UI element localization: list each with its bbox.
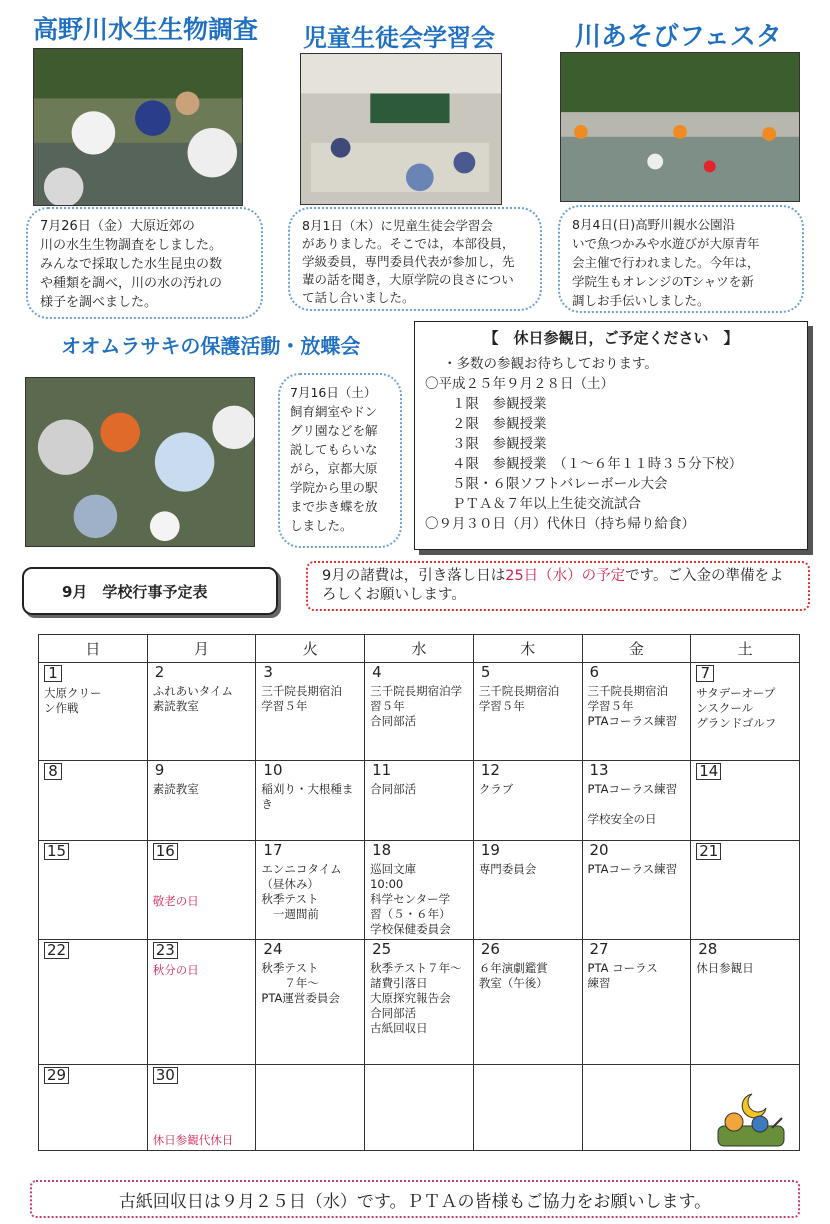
schedule-title: 9月 学校行事予定表 (22, 567, 278, 615)
text-line: 8月1日（木）に児童生徒会学習会 (302, 218, 493, 233)
day-number: 13 (589, 761, 609, 779)
day-number: 7 (696, 665, 714, 682)
day-header: 火 (256, 635, 365, 663)
survey-text (26, 207, 263, 319)
moon-mascot-illustration (712, 1088, 790, 1150)
event-line: エンニコタイム (261, 862, 342, 876)
notice-line: ２限 参観授業 (425, 416, 547, 432)
calendar-day-cell (147, 940, 256, 1065)
calendar-day-cell (256, 761, 365, 841)
event-line: クラブ (478, 782, 514, 796)
event-line: 敬老の日 (152, 894, 199, 908)
event-line: 学校安全の日 (587, 812, 657, 826)
event-line: ンスクール (696, 701, 754, 715)
text-line: 説してもらいな (290, 442, 378, 457)
event-line: 素読教室 (152, 782, 199, 796)
day-number: 25 (372, 940, 392, 958)
calendar-day-cell (473, 841, 582, 940)
calendar-day-cell (582, 1065, 691, 1151)
fees-date: 25日（水）の予定 (505, 568, 626, 584)
notice-line: ４限 参観授業 （１～６年１１時３５分下校） (425, 456, 743, 472)
event-line: 三千院長期宿泊学 (370, 684, 463, 698)
event-line: 三千院長期宿泊 (587, 684, 669, 698)
event-line: PTAコーラス練習 (587, 714, 678, 728)
day-header: 土 (691, 635, 800, 663)
day-number: 21 (696, 843, 721, 860)
text-line: 7月26日（金）大原近郊の (40, 219, 195, 234)
event-line: ン作戦 (44, 701, 79, 715)
day-header: 木 (473, 635, 582, 663)
event-line: 秋季テスト (261, 961, 319, 975)
event-line: 稲刈り・大根種ま (261, 782, 354, 796)
calendar-day-cell (365, 1065, 474, 1151)
event-line: 大原探究報告会 (370, 991, 451, 1005)
festa-text (558, 205, 804, 313)
day-header: 金 (582, 635, 691, 663)
calendar-day-cell (39, 1065, 148, 1151)
survey-title: 高野川水生生物調査 (33, 15, 259, 44)
event-line: 学習５年 (587, 699, 634, 713)
event-line: 専門委員会 (478, 862, 537, 876)
text-line: 飼育網室やドン (290, 404, 378, 419)
event-line: 10:00 (370, 877, 404, 891)
calendar-day-cell (473, 761, 582, 841)
event-line: PTAコーラス練習 (587, 782, 678, 796)
event-line: 学校保健委員会 (370, 922, 451, 936)
festa-photo (560, 52, 800, 202)
fees-notice (306, 561, 810, 611)
event-line: 教室（午後） (478, 976, 548, 990)
event-line (153, 864, 251, 879)
notice-line: 〇平成２５年９月２８日（土） (425, 376, 614, 392)
text-line: 学院生もオレンジのTシャツを新 (572, 274, 754, 289)
day-number: 2 (154, 663, 165, 681)
event-line: 合同部活 (370, 782, 417, 796)
event-line: 習５年 (370, 699, 405, 713)
event-line: 合同部活 (370, 1006, 417, 1020)
day-header: 水 (365, 635, 474, 663)
day-number: 24 (263, 940, 283, 958)
event-line: ふれあいタイム (152, 684, 233, 698)
text-line: 8月4日(日)高野川親水公園沿 (572, 217, 736, 232)
calendar-day-cell (473, 663, 582, 761)
day-number: 18 (372, 841, 392, 859)
event-line: 三千院長期宿泊 (261, 684, 342, 698)
calendar-day-cell (691, 761, 800, 841)
festa-title: 川あそびフェスタ (575, 22, 782, 52)
event-line: 合同部活 (370, 714, 417, 728)
day-number: 22 (44, 942, 69, 959)
day-number: 23 (153, 942, 178, 959)
calendar-day-cell (39, 841, 148, 940)
calendar-day-cell (691, 940, 800, 1065)
event-line (588, 797, 686, 812)
event-line: 一週間前 (261, 907, 319, 921)
event-line: 三千院長期宿泊 (478, 684, 560, 698)
notice-line: ・多数の参観お待ちしております。 (443, 356, 658, 372)
event-line: ６年演劇鑑賞 (478, 961, 548, 975)
calendar-table (38, 634, 800, 1151)
event-line: 練習 (587, 976, 611, 990)
calendar-day-cell (147, 841, 256, 940)
day-number: 16 (153, 843, 178, 860)
day-number: 11 (372, 761, 392, 779)
day-number: 10 (263, 761, 283, 779)
butterfly-title: オオムラサキの保護活動・放蝶会 (61, 334, 361, 358)
day-number: 27 (589, 940, 609, 958)
calendar-day-cell (473, 940, 582, 1065)
day-number: 8 (44, 763, 62, 780)
event-line (153, 879, 251, 894)
fees-text-end: です。ご入金の準備をよろしくお願いします。 (322, 568, 784, 603)
day-number: 5 (480, 663, 491, 681)
text-line: 様子を調べました。 (40, 295, 158, 310)
calendar-day-cell (473, 1065, 582, 1151)
text-line: 調しお手伝いしました。 (572, 293, 710, 308)
council-text (288, 207, 542, 311)
calendar-day-cell (147, 663, 256, 761)
text-line: いで魚つかみや水遊びが大原青年 (572, 236, 760, 251)
day-number: 15 (44, 843, 69, 860)
day-number: 3 (263, 663, 273, 681)
open-house-notice (414, 321, 808, 550)
day-number: 9 (154, 761, 165, 779)
fees-text: 9月の諸費は，引き落し日は (322, 568, 506, 584)
day-number: 30 (153, 1067, 178, 1084)
text-line: がありました。そこでは，本部役員， (302, 236, 515, 251)
butterfly-photo (25, 377, 255, 547)
day-number: 17 (263, 841, 283, 859)
event-line: 習（５・６年） (370, 907, 451, 921)
event-line: 大原クリー (44, 686, 102, 700)
text-line: 学級委員，専門委員代表が参加し，先 (302, 254, 515, 269)
calendar-day-cell (256, 1065, 365, 1151)
text-line: みんなで採取した水生昆虫の数 (40, 257, 223, 272)
text-line: 7月16日（土） (290, 385, 377, 400)
event-line (153, 1103, 251, 1118)
day-number: 28 (698, 940, 718, 958)
calendar-day-cell (39, 663, 148, 761)
day-number: 12 (480, 761, 500, 779)
council-title: 児童生徒会学習会 (303, 24, 495, 52)
calendar-day-cell (365, 663, 474, 761)
notice-line: ＰＴＡ＆７年以上生徒交流試合 (425, 496, 641, 512)
event-line: 秋季テスト (261, 892, 319, 906)
day-number: 26 (480, 940, 500, 958)
notice-line: ５限・６限ソフトバレーボール大会 (425, 476, 668, 492)
notice-line: １限 参観授業 (425, 396, 547, 412)
calendar-day-cell (147, 761, 256, 841)
day-number: 14 (696, 763, 721, 780)
calendar-day-cell (365, 841, 474, 940)
text-line: 川の水生生物調査をしました。 (40, 238, 223, 253)
day-number: 1 (44, 665, 62, 682)
notice-line: 〇９月３０日（月）代休日（持ち帰り給食） (425, 516, 695, 532)
day-header: 月 (147, 635, 256, 663)
calendar-day-cell (256, 940, 365, 1065)
calendar-day-cell (582, 663, 691, 761)
text-line: がら，京都大原 (290, 461, 378, 476)
event-line: グランドゴルフ (696, 716, 777, 730)
event-line: 休日参観代休日 (152, 1133, 234, 1147)
text-line: 学院から里の駅 (290, 480, 378, 495)
footer-notice: 古紙回収日は９月２５日（水）です。ＰＴＡの皆様もご協力をお願いします。 (30, 1180, 800, 1218)
day-header: 日 (39, 635, 148, 663)
event-line: 休日参観日 (696, 961, 754, 975)
event-line: 巡回文庫 (370, 862, 417, 876)
text-line: グリ園などを解 (290, 423, 378, 438)
calendar-day-cell (691, 841, 800, 940)
day-number: 20 (589, 841, 609, 859)
event-line: 諸費引落日 (370, 976, 428, 990)
notice-line: ３限 参観授業 (425, 436, 547, 452)
calendar-day-cell (256, 841, 365, 940)
calendar-day-cell (39, 761, 148, 841)
calendar-day-cell (582, 940, 691, 1065)
event-line: 学習５年 (478, 699, 525, 713)
calendar-day-cell (39, 940, 148, 1065)
day-number: 29 (44, 1067, 69, 1084)
event-line (153, 1088, 251, 1103)
event-line: 科学センター学 (370, 892, 451, 906)
day-number: 19 (480, 841, 500, 859)
event-line: 古紙回収日 (370, 1021, 428, 1035)
event-line: き (261, 797, 273, 811)
day-number: 6 (589, 663, 600, 681)
notice-title: 【 休日参観日，ご予定ください 】 (483, 329, 739, 347)
calendar-day-cell (256, 663, 365, 761)
event-line: PTA コーラス (587, 961, 658, 975)
calendar-day-cell (147, 1065, 256, 1151)
butterfly-text (278, 373, 402, 548)
calendar-day-cell (691, 663, 800, 761)
event-line: サタデーオープ (696, 686, 776, 700)
text-line: て話し合いました。 (302, 290, 415, 305)
calendar-day-cell (365, 940, 474, 1065)
calendar-day-cell (582, 761, 691, 841)
text-line: 輩の話を聞き，大原学院の良さについ (302, 272, 514, 287)
event-line: 秋分の日 (152, 963, 199, 977)
day-number: 4 (372, 663, 382, 681)
event-line: 学習５年 (261, 699, 308, 713)
text-line: 会主催で行われました。今年は， (572, 255, 760, 270)
event-line: 秋季テスト７年～ (370, 961, 462, 975)
event-line: （昼休み） (261, 877, 319, 891)
calendar-day-cell (365, 761, 474, 841)
event-line: 素読教室 (152, 699, 199, 713)
calendar-day-cell (582, 841, 691, 940)
event-line (153, 1118, 251, 1133)
council-photo (300, 53, 502, 205)
text-line: しました。 (290, 518, 353, 533)
event-line: ７年～ (261, 976, 319, 990)
event-line: PTA運営委員会 (261, 991, 340, 1005)
event-line: PTAコーラス練習 (587, 862, 678, 876)
text-line: まで歩き蝶を放 (290, 499, 378, 514)
text-line: や種類を調べ，川の水の汚れの (40, 276, 223, 291)
survey-photo (33, 48, 243, 206)
